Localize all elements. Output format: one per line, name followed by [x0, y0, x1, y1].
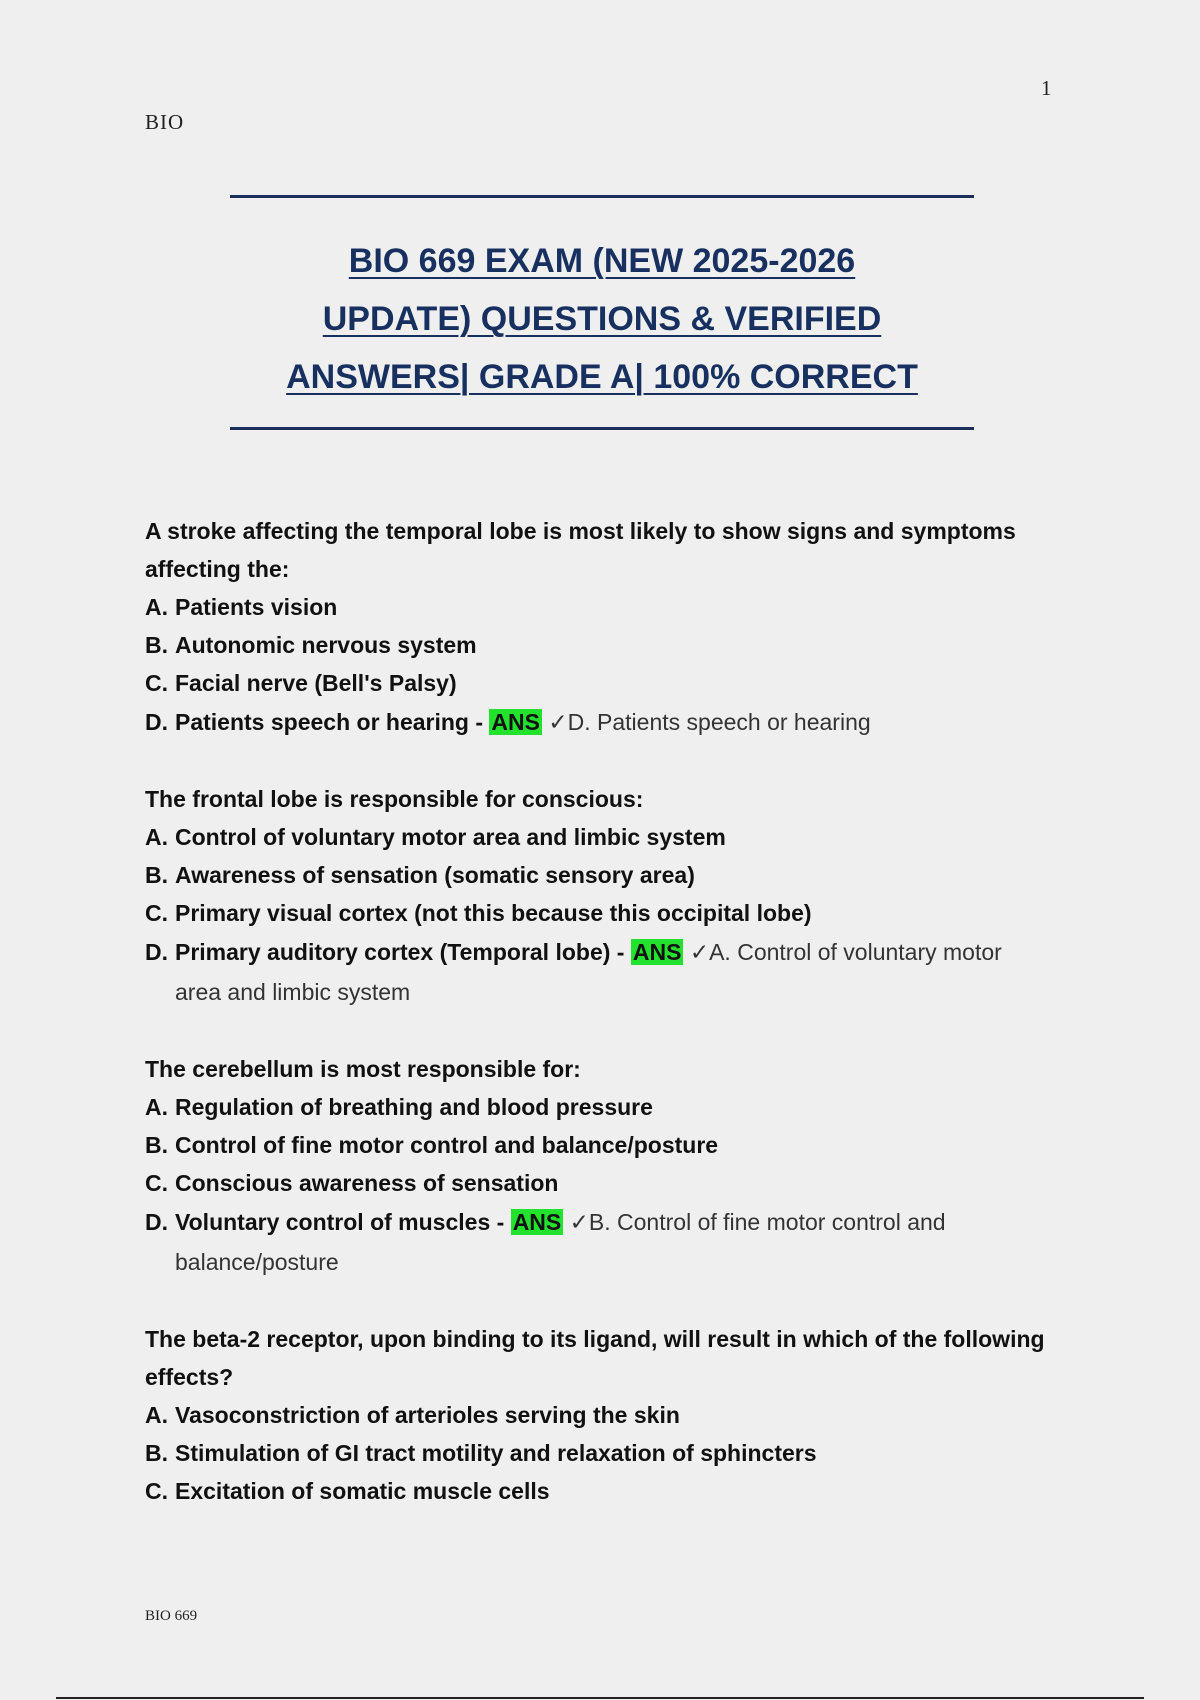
option-d: D. Voluntary control of muscles - ANS ✓B. Control of fine motor control and balance/posture [145, 1209, 946, 1275]
footer-course-label: BIO 669 [145, 1608, 198, 1624]
ans-badge: ANS [491, 709, 540, 735]
header-course-label: BIO [145, 110, 185, 134]
title-top-rule [230, 195, 974, 198]
question-stem: The beta-2 receptor, upon binding to its ligand, will result in which of the following effects? [145, 1326, 1045, 1390]
option-a: A. Patients vision [145, 594, 338, 620]
ans-badge: ANS [632, 939, 682, 965]
title-line: UPDATE) QUESTIONS & VERIFIED [322, 300, 882, 338]
option-d: D. Patients speech or hearing - ANS ✓D. Patients speech or hearing [145, 709, 871, 735]
option-c: C. Excitation of somatic muscle cells [145, 1478, 550, 1504]
question-1 [145, 512, 1045, 742]
question-list [145, 512, 1045, 1548]
page-number: 1 [1041, 76, 1052, 100]
question-4 [145, 1320, 1045, 1510]
option-d: D. Primary auditory cortex (Temporal lobe) - ANS ✓A. Control of voluntary motor area and limbic system [145, 939, 1002, 1005]
title-line: ANSWERS| GRADE A| 100% CORRECT [286, 358, 918, 396]
option-b: B. Autonomic nervous system [145, 632, 477, 658]
option-c: C. Conscious awareness of sensation [145, 1170, 559, 1196]
option-c: C. Facial nerve (Bell's Palsy) [145, 670, 457, 696]
footer-rule [56, 1697, 1144, 1699]
document-title [230, 232, 974, 406]
answer-text: ✓A. Control of voluntary motor area and limbic system [175, 939, 1002, 1005]
answer-text: ✓D. Patients speech or hearing [548, 709, 871, 735]
answer-text: ✓B. Control of fine motor control and balance/posture [175, 1209, 946, 1275]
title-line: BIO 669 EXAM (NEW 2025-2026 [348, 242, 856, 280]
question-3 [145, 1050, 1045, 1282]
question-stem: A stroke affecting the temporal lobe is most likely to show signs and symptoms affecting the: [145, 518, 1016, 582]
option-b: B. Stimulation of GI tract motility and relaxation of sphincters [145, 1440, 817, 1466]
option-c: C. Primary visual cortex (not this because this occipital lobe) [145, 900, 812, 926]
option-a: A. Vasoconstriction of arterioles serving the skin [145, 1402, 680, 1428]
question-stem: The cerebellum is most responsible for: [145, 1056, 581, 1082]
title-bottom-rule [230, 427, 974, 430]
option-b: B. Awareness of sensation (somatic sensory area) [145, 862, 695, 888]
question-stem: The frontal lobe is responsible for conscious: [145, 786, 644, 812]
option-b: B. Control of fine motor control and balance/posture [145, 1132, 719, 1158]
question-2 [145, 780, 1045, 1012]
option-a: A. Regulation of breathing and blood pressure [145, 1094, 653, 1120]
ans-badge: ANS [512, 1209, 562, 1235]
option-a: A. Control of voluntary motor area and limbic system [145, 824, 726, 850]
